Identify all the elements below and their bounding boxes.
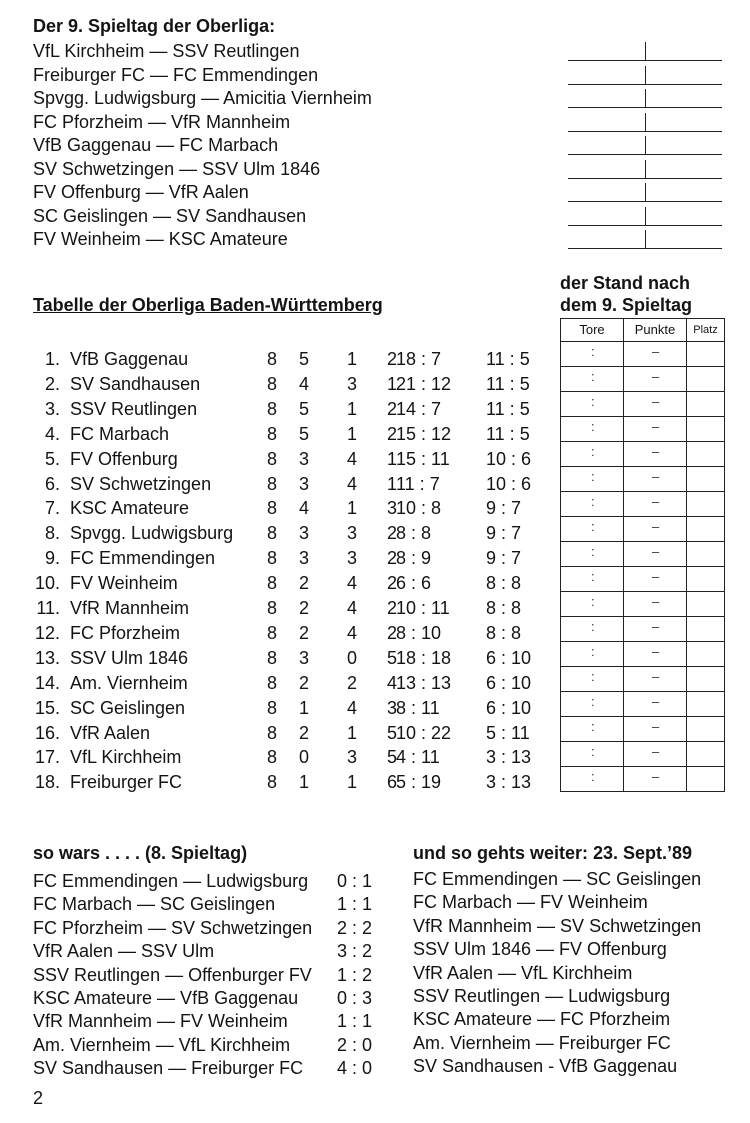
table-cell-d: 4 xyxy=(346,598,357,618)
table-cell-p: 8 xyxy=(266,573,277,594)
result-score: 0 : 1 xyxy=(337,871,373,891)
table-cell-goals: 21 : 12 xyxy=(396,373,452,394)
table-cell-pos: 18. xyxy=(34,772,60,793)
table-cell-team: VfB Gaggenau xyxy=(70,349,189,369)
result-match: Am. Viernheim — VfL Kirchheim xyxy=(33,1034,291,1055)
punkte-placeholder: – xyxy=(652,544,660,559)
tore-placeholder: : xyxy=(591,544,595,559)
fixture-answer-divider xyxy=(645,160,646,178)
fixture-item: FC Pforzheim — VfR Mannheim xyxy=(33,111,291,132)
col-header-tore: Tore xyxy=(579,322,605,337)
table-cell-p: 8 xyxy=(266,448,277,469)
table-cell-w: 3 xyxy=(298,473,309,494)
table-row xyxy=(0,571,560,596)
punkte-placeholder: – xyxy=(652,694,660,709)
table-cell-points: 9 : 7 xyxy=(486,548,522,569)
table-cell-pos: 9. xyxy=(44,548,60,569)
table-cell-goals: 11 : 7 xyxy=(396,473,440,494)
table-cell-pos: 11. xyxy=(36,598,60,618)
table-cell-pos: 7. xyxy=(44,498,60,519)
table-cell-d: 1 xyxy=(346,772,357,793)
punkte-placeholder: – xyxy=(652,394,660,409)
table-cell-l: 1 xyxy=(386,373,397,394)
table-row xyxy=(0,372,560,397)
table-cell-goals: 6 : 6 xyxy=(396,573,432,594)
table-cell-team: VfR Mannheim xyxy=(70,598,190,618)
table-cell-pos: 13. xyxy=(34,647,60,668)
punkte-placeholder: – xyxy=(652,444,660,459)
table-cell-w: 3 xyxy=(298,647,309,668)
table-cell-w: 5 xyxy=(298,423,309,444)
table-cell-goals: 15 : 11 xyxy=(396,448,450,469)
table-cell-pos: 5. xyxy=(44,448,60,469)
table-cell-d: 4 xyxy=(346,573,357,594)
fixture-item: VfL Kirchheim — SSV Reutlingen xyxy=(33,41,300,61)
result-match: FC Marbach — SC Geislingen xyxy=(33,894,276,915)
table-row xyxy=(0,347,560,372)
punkte-placeholder: – xyxy=(652,419,660,434)
table-cell-l: 4 xyxy=(386,672,397,693)
result-score: 1 : 1 xyxy=(337,894,373,915)
table-cell-l: 2 xyxy=(386,598,397,618)
table-cell-pos: 15. xyxy=(34,697,60,718)
tore-placeholder: : xyxy=(591,519,595,534)
table-cell-team: FC Pforzheim xyxy=(70,622,181,643)
table-cell-points: 10 : 6 xyxy=(486,448,532,469)
next-heading: und so gehts weiter: 23. Sept.’89 xyxy=(413,843,693,863)
fixture-answer-line xyxy=(568,84,722,85)
table-cell-w: 4 xyxy=(298,373,309,394)
results-heading: so wars . . . . (8. Spieltag) xyxy=(33,843,248,863)
table-cell-d: 4 xyxy=(346,473,357,494)
table-row xyxy=(0,472,560,497)
punkte-placeholder: – xyxy=(652,669,660,684)
table-cell-l: 2 xyxy=(386,523,397,544)
result-match: SV Sandhausen — Freiburger FC xyxy=(33,1058,304,1079)
table-cell-w: 1 xyxy=(298,772,309,793)
table-cell-l: 1 xyxy=(386,448,397,469)
result-match: FC Pforzheim — SV Schwetzingen xyxy=(33,917,313,938)
fixture-item: VfB Gaggenau — FC Marbach xyxy=(33,135,279,155)
table-cell-goals: 4 : 11 xyxy=(396,747,440,768)
next-match: FC Marbach — FV Weinheim xyxy=(413,892,648,913)
table-cell-w: 2 xyxy=(298,622,309,643)
fixture-item: FV Offenburg — VfR Aalen xyxy=(33,182,249,202)
table-cell-points: 11 : 5 xyxy=(486,373,530,394)
table-cell-d: 4 xyxy=(346,697,357,718)
table-cell-l: 2 xyxy=(386,573,397,594)
table-cell-d: 0 xyxy=(346,647,357,668)
fixture-answer-divider xyxy=(645,136,646,154)
table-row xyxy=(0,646,560,671)
fixture-answer-divider xyxy=(645,230,646,248)
table-cell-p: 8 xyxy=(266,473,277,494)
table-cell-points: 10 : 6 xyxy=(486,473,532,494)
col-header-platz: Platz xyxy=(693,324,718,336)
table-cell-points: 11 : 5 xyxy=(486,423,530,444)
table-cell-d: 1 xyxy=(346,498,357,519)
table-cell-points: 9 : 7 xyxy=(486,523,522,544)
table-cell-team: Spvgg. Ludwigsburg xyxy=(70,523,234,544)
fixture-answer-divider xyxy=(645,113,646,131)
table-cell-team: SC Geislingen xyxy=(70,697,186,718)
table-cell-l: 2 xyxy=(386,349,397,369)
table-cell-goals: 10 : 8 xyxy=(396,498,442,519)
table-cell-w: 3 xyxy=(298,523,309,544)
table-cell-p: 8 xyxy=(266,772,277,793)
table-cell-l: 3 xyxy=(386,697,397,718)
tore-placeholder: : xyxy=(591,669,595,684)
table-cell-l: 2 xyxy=(386,622,397,643)
tore-placeholder: : xyxy=(591,644,595,659)
table-cell-team: FV Offenburg xyxy=(70,448,178,469)
fixture-answer-divider xyxy=(645,183,646,201)
fixture-item: SV Schwetzingen — SSV Ulm 1846 xyxy=(33,158,321,179)
punkte-placeholder: – xyxy=(652,569,660,584)
table-cell-team: SV Sandhausen xyxy=(70,373,201,394)
table-cell-team: FC Marbach xyxy=(70,423,170,444)
col-header-punkte: Punkte xyxy=(634,322,676,337)
table-cell-l: 5 xyxy=(386,647,397,668)
table-cell-pos: 4. xyxy=(44,423,60,444)
table-row xyxy=(0,596,560,621)
table-cell-w: 5 xyxy=(298,398,309,419)
table-cell-goals: 5 : 19 xyxy=(396,772,442,793)
table-cell-p: 8 xyxy=(266,523,277,544)
table-cell-d: 3 xyxy=(346,373,357,394)
table-cell-p: 8 xyxy=(266,722,277,743)
table-cell-pos: 17. xyxy=(34,747,60,768)
fixture-answer-line xyxy=(568,107,722,108)
prediction-grid xyxy=(560,318,725,792)
next-match: KSC Amateure — FC Pforzheim xyxy=(413,1009,671,1030)
table-cell-p: 8 xyxy=(266,647,277,668)
tore-placeholder: : xyxy=(591,394,595,409)
punkte-placeholder: – xyxy=(652,344,660,359)
table-cell-goals: 8 : 10 xyxy=(396,622,442,643)
table-cell-l: 5 xyxy=(386,722,397,743)
table-cell-goals: 8 : 11 xyxy=(396,697,440,718)
table-cell-team: VfR Aalen xyxy=(70,722,151,743)
table-cell-l: 3 xyxy=(386,498,397,519)
table-cell-pos: 12. xyxy=(34,622,60,643)
table-cell-pos: 2. xyxy=(44,373,60,394)
fixture-answer-divider xyxy=(645,207,646,225)
table-cell-d: 1 xyxy=(346,349,357,369)
fixture-answer-line xyxy=(568,60,722,61)
table-cell-pos: 6. xyxy=(44,473,60,494)
fixture-answer-line xyxy=(568,154,722,155)
table-cell-team: FC Emmendingen xyxy=(70,548,216,569)
tore-placeholder: : xyxy=(591,619,595,634)
page-number: 2 xyxy=(33,1088,44,1108)
table-cell-p: 8 xyxy=(266,423,277,444)
punkte-placeholder: – xyxy=(652,744,660,759)
result-match: SSV Reutlingen — Offenburger FV xyxy=(33,964,312,985)
table-row xyxy=(0,546,560,571)
punkte-placeholder: – xyxy=(652,369,660,384)
table-cell-w: 3 xyxy=(298,548,309,569)
fixture-item: FV Weinheim — KSC Amateure xyxy=(33,229,288,249)
fixtures-heading: Der 9. Spieltag der Oberliga: xyxy=(33,16,276,36)
table-cell-team: KSC Amateure xyxy=(70,498,190,519)
table-row xyxy=(0,770,560,795)
fixture-answer-divider xyxy=(645,42,646,60)
table-cell-p: 8 xyxy=(266,598,277,618)
result-score: 3 : 2 xyxy=(337,941,373,962)
table-cell-d: 1 xyxy=(346,398,357,419)
table-cell-goals: 15 : 12 xyxy=(396,423,452,444)
table-cell-points: 3 : 13 xyxy=(486,747,532,768)
table-cell-points: 3 : 13 xyxy=(486,772,532,793)
table-cell-goals: 8 : 9 xyxy=(396,548,432,569)
table-cell-goals: 10 : 22 xyxy=(396,722,452,743)
table-row xyxy=(0,521,560,546)
fixture-answer-line xyxy=(568,131,722,132)
table-cell-goals: 14 : 7 xyxy=(396,398,442,419)
table-cell-p: 8 xyxy=(266,697,277,718)
table-cell-d: 4 xyxy=(346,448,357,469)
table-cell-w: 5 xyxy=(298,349,309,369)
table-cell-d: 2 xyxy=(346,672,357,693)
table-cell-p: 8 xyxy=(266,398,277,419)
punkte-placeholder: – xyxy=(652,619,660,634)
table-cell-pos: 16. xyxy=(34,722,60,743)
result-score: 1 : 1 xyxy=(337,1011,373,1032)
table-cell-w: 2 xyxy=(298,598,309,618)
table-cell-w: 2 xyxy=(298,722,309,743)
stand-heading-1: der Stand nach xyxy=(560,273,691,293)
table-cell-team: Freiburger FC xyxy=(70,772,183,793)
table-row xyxy=(0,745,560,770)
table-cell-team: FV Weinheim xyxy=(70,573,178,594)
table-cell-team: SSV Ulm 1846 xyxy=(70,647,189,668)
table-cell-d: 3 xyxy=(346,747,357,768)
table-cell-team: VfL Kirchheim xyxy=(70,747,182,768)
fixture-item: SC Geislingen — SV Sandhausen xyxy=(33,205,307,226)
fixture-answer-line xyxy=(568,225,722,226)
table-row xyxy=(0,422,560,447)
table-cell-pos: 1. xyxy=(44,349,60,369)
fixture-item: Spvgg. Ludwigsburg — Amicitia Viernheim xyxy=(33,88,372,108)
table-row xyxy=(0,496,560,521)
table-cell-goals: 13 : 13 xyxy=(396,672,452,693)
result-score: 2 : 2 xyxy=(337,917,373,938)
result-match: KSC Amateure — VfB Gaggenau xyxy=(33,988,299,1008)
table-cell-goals: 10 : 11 xyxy=(396,598,450,618)
table-cell-team: SSV Reutlingen xyxy=(70,398,198,419)
table-cell-p: 8 xyxy=(266,548,277,569)
result-score: 2 : 0 xyxy=(337,1034,373,1055)
table-row xyxy=(0,696,560,721)
table-cell-points: 8 : 8 xyxy=(486,573,522,594)
table-cell-l: 5 xyxy=(386,747,397,768)
tore-placeholder: : xyxy=(591,744,595,759)
fixture-answer-line xyxy=(568,248,722,249)
table-cell-goals: 8 : 8 xyxy=(396,523,432,544)
table-cell-w: 3 xyxy=(298,448,309,469)
table-cell-l: 6 xyxy=(386,772,397,793)
fixture-answer-line xyxy=(568,178,722,179)
fixture-answer-line xyxy=(568,201,722,202)
result-score: 4 : 0 xyxy=(337,1058,373,1079)
tore-placeholder: : xyxy=(591,444,595,459)
table-cell-p: 8 xyxy=(266,747,277,768)
table-cell-d: 3 xyxy=(346,523,357,544)
tore-placeholder: : xyxy=(591,769,595,784)
table-cell-pos: 10. xyxy=(34,573,60,594)
table-cell-l: 2 xyxy=(386,398,397,419)
punkte-placeholder: – xyxy=(652,719,660,734)
table-cell-points: 6 : 10 xyxy=(486,697,532,718)
table-cell-points: 5 : 11 xyxy=(486,722,530,743)
table-cell-points: 9 : 7 xyxy=(486,498,522,519)
punkte-placeholder: – xyxy=(652,644,660,659)
table-cell-p: 8 xyxy=(266,622,277,643)
table-cell-d: 1 xyxy=(346,423,357,444)
tore-placeholder: : xyxy=(591,469,595,484)
table-cell-w: 2 xyxy=(298,672,309,693)
result-match: VfR Mannheim — FV Weinheim xyxy=(33,1011,288,1032)
tore-placeholder: : xyxy=(591,344,595,359)
next-match: SSV Reutlingen — Ludwigsburg xyxy=(413,986,671,1006)
table-cell-points: 8 : 8 xyxy=(486,598,522,618)
table-cell-goals: 18 : 18 xyxy=(396,647,452,668)
table-cell-points: 6 : 10 xyxy=(486,672,532,693)
table-row xyxy=(0,621,560,646)
next-match: SV Sandhausen - VfB Gaggenau xyxy=(413,1056,678,1077)
table-row xyxy=(0,447,560,472)
table-cell-d: 3 xyxy=(346,548,357,569)
table-cell-w: 0 xyxy=(298,747,309,768)
table-cell-p: 8 xyxy=(266,498,277,519)
tore-placeholder: : xyxy=(591,494,595,509)
next-match: FC Emmendingen — SC Geislingen xyxy=(413,869,702,889)
table-cell-l: 1 xyxy=(386,473,397,494)
tore-placeholder: : xyxy=(591,594,595,609)
table-cell-points: 6 : 10 xyxy=(486,647,532,668)
table-cell-goals: 18 : 7 xyxy=(396,349,442,369)
table-cell-w: 1 xyxy=(298,697,309,718)
table-cell-d: 1 xyxy=(346,722,357,743)
tore-placeholder: : xyxy=(591,719,595,734)
table-cell-l: 2 xyxy=(386,548,397,569)
next-match: VfR Aalen — VfL Kirchheim xyxy=(413,962,633,983)
result-score: 1 : 2 xyxy=(337,964,373,985)
table-cell-team: SV Schwetzingen xyxy=(70,473,212,494)
table-cell-pos: 8. xyxy=(44,523,60,544)
punkte-placeholder: – xyxy=(652,469,660,484)
table-cell-p: 8 xyxy=(266,672,277,693)
result-score: 0 : 3 xyxy=(337,988,373,1008)
tore-placeholder: : xyxy=(591,419,595,434)
punkte-placeholder: – xyxy=(652,769,660,784)
punkte-placeholder: – xyxy=(652,519,660,534)
next-match: SSV Ulm 1846 — FV Offenburg xyxy=(413,939,667,960)
punkte-placeholder: – xyxy=(652,494,660,509)
fixture-answer-divider xyxy=(645,89,646,107)
table-row xyxy=(0,671,560,696)
table-cell-pos: 14. xyxy=(34,672,60,693)
next-match: Am. Viernheim — Freiburger FC xyxy=(413,1032,671,1053)
punkte-placeholder: – xyxy=(652,594,660,609)
stand-heading-2: dem 9. Spieltag xyxy=(560,295,693,315)
table-heading: Tabelle der Oberliga Baden-Württemberg xyxy=(33,295,383,315)
table-cell-d: 4 xyxy=(346,622,357,643)
tore-placeholder: : xyxy=(591,369,595,384)
next-match: VfR Mannheim — SV Schwetzingen xyxy=(413,915,702,936)
fixture-answer-divider xyxy=(645,66,646,84)
table-cell-pos: 3. xyxy=(44,398,60,419)
table-cell-p: 8 xyxy=(266,349,277,369)
fixture-item: Freiburger FC — FC Emmendingen xyxy=(33,64,319,85)
tore-placeholder: : xyxy=(591,694,595,709)
table-row xyxy=(0,397,560,422)
table-row xyxy=(0,721,560,746)
table-cell-p: 8 xyxy=(266,373,277,394)
table-cell-team: Am. Viernheim xyxy=(70,672,188,693)
tore-placeholder: : xyxy=(591,569,595,584)
table-cell-points: 11 : 5 xyxy=(486,398,530,419)
table-cell-w: 4 xyxy=(298,498,309,519)
table-cell-w: 2 xyxy=(298,573,309,594)
table-cell-points: 8 : 8 xyxy=(486,622,522,643)
result-match: VfR Aalen — SSV Ulm xyxy=(33,941,215,962)
table-cell-points: 11 : 5 xyxy=(486,349,530,369)
result-match: FC Emmendingen — Ludwigsburg xyxy=(33,871,309,891)
table-cell-l: 2 xyxy=(386,423,397,444)
